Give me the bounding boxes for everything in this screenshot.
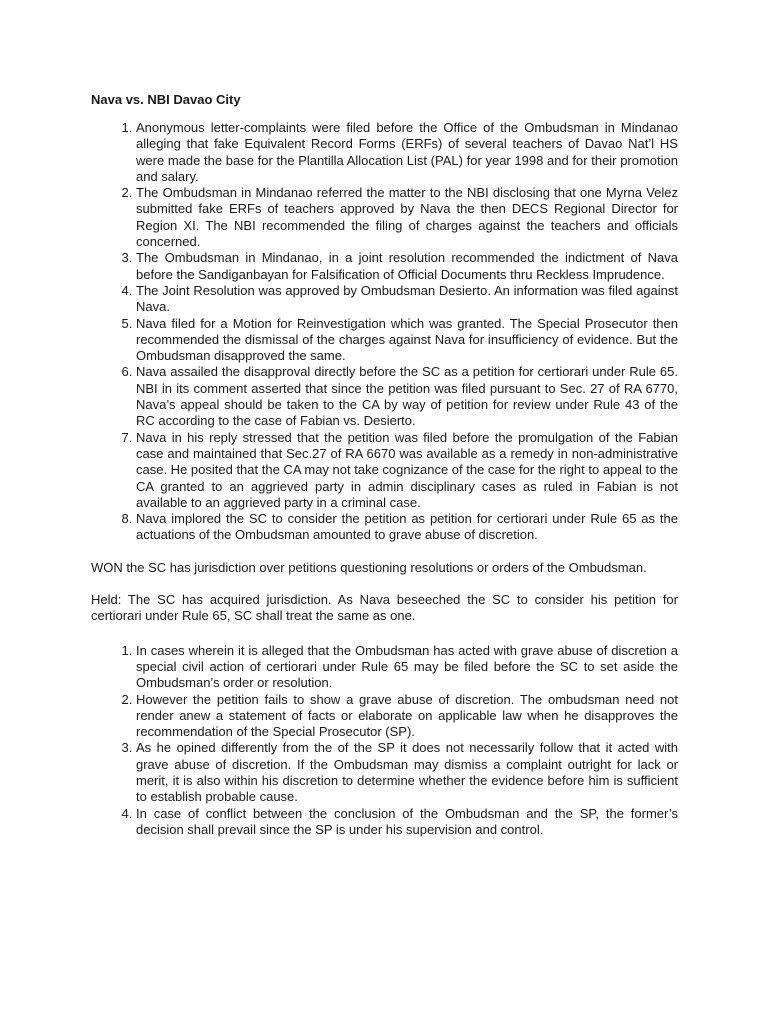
spacer	[91, 544, 678, 560]
fact-item-1: 1. Anonymous letter-complaints were filed before the Office of the Ombudsman in Mindanao alleging that fake Equivalent Record Forms (ERFs) of several teachers of Davao Nat’l HS were made the base for the Plantilla Allocation List (PAL) for year 1998 and for their promotion and salary.	[136, 120, 678, 185]
fact-item-2: 2. The Ombudsman in Mindanao referred the matter to the NBI disclosing that one Myrna Velez submitted fake ERFs of teachers approved by Nava the then DECS Regional Director for Region XI. The NBI recommended the filing of charges against the teachers and officials concerned.	[136, 185, 678, 250]
ratio-list	[91, 643, 678, 839]
fact-item-5: 5. Nava filed for a Motion for Reinvestigation which was granted. The Special Prosecutor then recommended the dismissal of the charges against Nava for insufficiency of evidence. But the Ombudsman disapproved the same.	[136, 316, 678, 365]
facts-list	[91, 120, 678, 544]
ratio-item-2: 2. However the petition fails to show a grave abuse of discretion. The ombudsman need not render anew a statement of facts or elaborate on applicable law when he disapproves the recommendation of the Special Prosecutor (SP).	[136, 692, 678, 741]
spacer	[91, 576, 678, 592]
issue-paragraph: WON the SC has jurisdiction over petitions questioning resolutions or orders of the Ombudsman.	[91, 559, 647, 575]
held-paragraph: Held: The SC has acquired jurisdiction. As Nava beseeched the SC to consider his petition for certiorari under Rule 65, SC shall treat the same as one.	[91, 592, 678, 624]
ratio-item-3: 3. As he opined differently from the of the SP it does not necessarily follow that it acted with grave abuse of discretion. If the Ombudsman may dismiss a complaint outright for lack or merit, it is also within his discretion to determine whether the evidence before him is sufficient to establish probable cause.	[136, 740, 678, 805]
fact-item-7: 7. Nava in his reply stressed that the petition was filed before the promulgation of the Fabian case and maintained that Sec.27 of RA 6670 was available as a remedy in non-administrative case. He posited that the CA may not take cognizance of the case for the right to appeal to the CA granted to an aggrieved party in admin disciplinary cases as ruled in Fabian is not available to an aggrieved party in a criminal case.	[136, 430, 678, 511]
ratio-item-4: 4. In case of conflict between the conclusion of the Ombudsman and the SP, the former’s decision shall prevail since the SP is under his supervision and control.	[136, 806, 678, 839]
fact-item-4: 4. The Joint Resolution was approved by Ombudsman Desierto. An information was filed against Nava.	[136, 283, 678, 316]
fact-item-8: 8. Nava implored the SC to consider the petition as petition for certiorari under Rule 65 as the actuations of the Ombudsman amounted to grave abuse of discretion.	[136, 511, 678, 544]
ratio-item-1: 1. In cases wherein it is alleged that the Ombudsman has acted with grave abuse of discretion a special civil action of certiorari under Rule 65 may be filed before the SC to set aside the Ombudsman’s order or resolution.	[136, 643, 678, 692]
spacer	[91, 625, 678, 643]
document-title: Nava vs. NBI Davao City	[91, 92, 241, 107]
fact-item-6: 6. Nava assailed the disapproval directly before the SC as a petition for certiorari under Rule 65. NBI in its comment asserted that since the petition was filed pursuant to Sec. 27 of RA 6770, Nava’s appeal should be taken to the CA by way of petition for review under Rule 43 of the RC according to the case of Fabian vs. Desierto.	[136, 364, 678, 429]
document-page	[91, 92, 678, 838]
fact-item-3: 3. The Ombudsman in Mindanao, in a joint resolution recommended the indictment of Nava before the Sandiganbayan for Falsification of Official Documents thru Reckless Imprudence.	[136, 250, 678, 283]
